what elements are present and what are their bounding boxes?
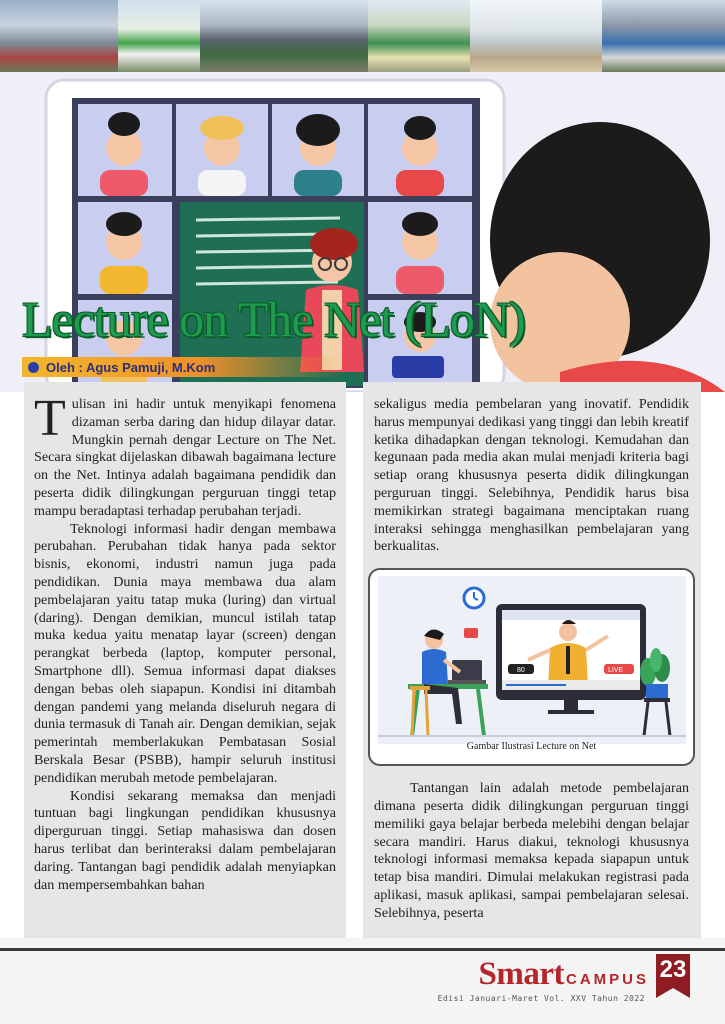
footer-divider (0, 948, 725, 951)
paragraph-technology: Teknologi informasi hadir dengan membawa perubahan. Perubahan tidak hanya pada sektor bisnis, ekonomi, industri namun juga pada pendidikan. Dunia maya membawa dua alam pembelajaran yaitu tatap muka (luring) dan virtual (daring). Dengan demikian, muncul istilah tatap muka kedua yaitu menatap layar (screen) dengan perangkat berbeda (laptop, komputer personal, Smartphone dll). Semua informasi dapat diakses dengan bebas oleh siapapun. Kondisi ini ditambah dengan pandemi yang melanda diseluruh negara di dunia termasuk di Tanah air. Dengan demikian, sejak pemerintah memberlakukan Pembatasan Sosial Berskala Besar (PSBB), hampir seluruh institusi pendidikan merubah metode pembelajaran. (34, 520, 336, 786)
paragraph-intro (34, 390, 336, 521)
online-lecture-illustration (378, 576, 686, 744)
edition-info: Edisi Januari-Maret Vol. XXV Tahun 2022 (437, 994, 645, 1003)
campus-photo-4 (368, 0, 470, 72)
article-title: Lecture on The Net (LoN) (22, 291, 525, 347)
viewer-count-label: 80 (517, 667, 525, 675)
figure-caption: Gambar Ilustrasi Lecture on Net (466, 741, 597, 753)
paragraph-conditions: Kondisi sekarang memaksa dan menjadi tuntuan bagi lingkungan pendidikan khususnya diperguruan tinggi. Setiap mahasiswa dan dosen harus terlibat dan berinteraksi dalam pembelajaran daring. Tantangan bagi pendidik adalah menyiapkan dan mempersembahkan bahan (34, 787, 336, 893)
paragraph-challenges: Tantangan lain adalah metode pembelajaran dimana peserta didik dilingkungan perguruan tinggi memiliki gaya belajar berbeda melebihi dengan belajar secara mandiri. Harus diakui, teknologi khususnya teknologi informasi memaksa kepada siapapun untuk tetap bisa mandiri. Dimulai melakukan registrasi pada aplikasi, masuk aplikasi, sampai pembelajaran selesai. Selebihnya, peserta (374, 780, 689, 921)
article-column-left (24, 382, 346, 938)
campus-photo-strip (0, 0, 725, 72)
campus-photo-3 (200, 0, 368, 72)
brand-sub: CAMPUS (565, 971, 649, 988)
byline-bar (22, 357, 342, 377)
paragraph-media: sekaligus media pembelaran yang inovatif. Pendidik harus mempunyai dedikasi yang tinggi dan lebih kreatif ketika dihadapkan dengan teknologi. Kemudahan dan kegunaan pada media akan mulai menjadi kriteria bagi setiap orang khususnya peserta didik dilingkungan perguruan tinggi. Selebihnya, Pendidik harus bisa memikirkan strategi bagaimana menciptakan ruang interaksi sehingga menghasilkan pembelajaran yang berkualitas. (374, 396, 689, 555)
campus-photo-5 (470, 0, 602, 72)
paragraph-intro-text: ulisan ini hadir untuk menyikapi fenomena dizaman serba daring dan hidup dilayar datar. Mungkin pernah dengar Lecture on The Net. Secara singkat dijelaskan dibawah bagaimana lecture on the Net. Intinya adalah bagaimana pendidik dan peserta didik dilingkungan perguruan tinggi tetap mampu beradaptasi terhadap perubahan terjadi. (34, 396, 336, 519)
bullet-icon (28, 362, 39, 373)
magazine-brand (479, 956, 650, 993)
campus-photo-1 (0, 0, 118, 72)
brand-main: Smart (478, 956, 564, 992)
live-badge-label: LIVE (608, 667, 624, 675)
campus-photo-6 (602, 0, 725, 72)
drop-cap: T (34, 390, 66, 447)
article-column-right (363, 382, 701, 938)
figure-box (368, 568, 695, 766)
author-byline: Oleh : Agus Pamuji, M.Kom (46, 359, 216, 375)
campus-photo-2 (118, 0, 200, 72)
page-number: 23 (659, 956, 687, 983)
